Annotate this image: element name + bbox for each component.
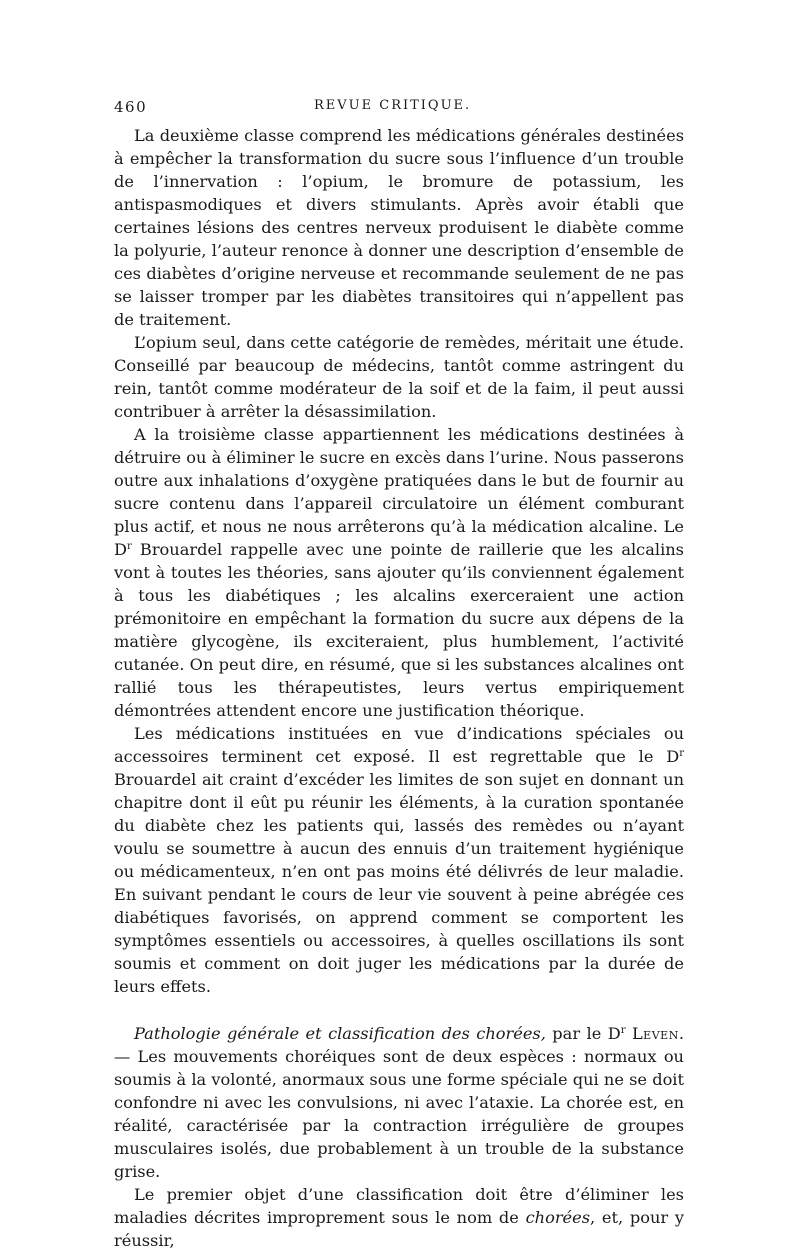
paragraph-text: par le D xyxy=(545,1024,621,1043)
paragraph-text: , et, pour y réussir, xyxy=(114,1208,684,1250)
paragraph-text: Le premier objet d’une classification doit être d’éliminer les maladies décrites improprement sous le nom de xyxy=(114,1185,684,1227)
running-title: REVUE CRITIQUE. xyxy=(314,98,472,113)
paragraph-classification xyxy=(114,1183,684,1252)
paragraph-text: . — Les mouvements choréiques sont de deux espèces : normaux ou soumis à la volonté, anormaux sous une forme spéciale qui ne se doit confondre ni avec les convulsions, ni avec l’ataxie. La chorée est, en réalité, caractérisée par la contraction irrégulière de groupes musculaires isolés, due probablement à un trouble de la substance grise. xyxy=(114,1024,684,1181)
paragraph-text: Brouardel rappelle avec une pointe de raillerie que les alcalins vont à toutes les théories, sans ajouter qu’ils conviennent également à tous les diabétiques ; les alcalins exerceraient une action prémonitoire en empêchant la formation du sucre aux dépens de la matière glycogène, ils exciteraient, plus humblement, l’activité cutanée. On peut dire, en résumé, que si les substances alcalines ont rallié tous les thérapeutistes, leurs vertus empiriquement démontrées attendent encore une justification théorique. xyxy=(114,540,684,720)
paragraph-indications-speciales xyxy=(114,722,684,998)
italic-term: chorées xyxy=(525,1208,591,1227)
paragraph-chorees xyxy=(114,1022,684,1183)
page-number: 460 xyxy=(114,98,148,116)
book-page xyxy=(114,98,684,1252)
author-name: Leven xyxy=(631,1024,679,1043)
paragraph-medication-alcaline xyxy=(114,423,684,722)
paragraph-text: Les médications instituées en vue d’indications spéciales ou accessoires terminent cet exposé. Il est regrettable que le D xyxy=(114,724,684,766)
superscript: r xyxy=(126,541,132,552)
article-title: Pathologie générale et classification des chorées, xyxy=(134,1024,546,1043)
superscript: r xyxy=(679,748,684,759)
paragraph-medications-generales: La deuxième classe comprend les médications générales destinées à empêcher la transformation du sucre sous l’influence d’un trouble de l’innervation : l’opium, le bromure de potassium, les antispasmodiques et divers stimulants. Après avoir établi que certaines lésions des centres nerveux produisent le diabète comme la polyurie, l’auteur renonce à donner une description d’ensemble de ces diabètes d’origine nerveuse et recommande seulement de ne pas se laisser tromper par les diabètes transitoires qui n’appellent pas de traitement. xyxy=(114,126,684,329)
section-gap xyxy=(114,998,684,1022)
page-header xyxy=(114,98,684,124)
paragraph-text: A la troisième classe appartiennent les médications destinées à détruire ou à éliminer le sucre en excès dans l’urine. Nous passerons outre aux inhalations d’oxygène pratiquées dans le but de fournir au sucre contenu dans l’appareil circulatoire un élément comburant plus actif, et nous ne nous arrêterons qu’à la médication alcaline. Le D xyxy=(114,425,684,559)
superscript: r xyxy=(620,1025,626,1036)
paragraph-text: Brouardel ait craint d’excéder les limites de son sujet en donnant un chapitre dont il eût pu réunir les éléments, à la curation spontanée du diabète chez les patients qui, lassés des remèdes ou n’ayant voulu se soumettre à aucun des ennuis d’un traitement hygiénique ou médicamenteux, n’en ont pas moins été délivrés de leur maladie. En suivant pendant le cours de leur vie souvent à peine abrégée ces diabétiques favorisés, on apprend comment se comportent les symptômes essentiels ou accessoires, à quelles oscillations ils sont soumis et comment on doit juger les médications par la durée de leurs effets. xyxy=(114,770,684,996)
paragraph-opium: L’opium seul, dans cette catégorie de remèdes, méritait une étude. Conseillé par beaucoup de médecins, tantôt comme astringent du rein, tantôt comme modérateur de la soif et de la faim, il peut aussi contribuer à arrêter la désassimilation. xyxy=(114,333,684,421)
